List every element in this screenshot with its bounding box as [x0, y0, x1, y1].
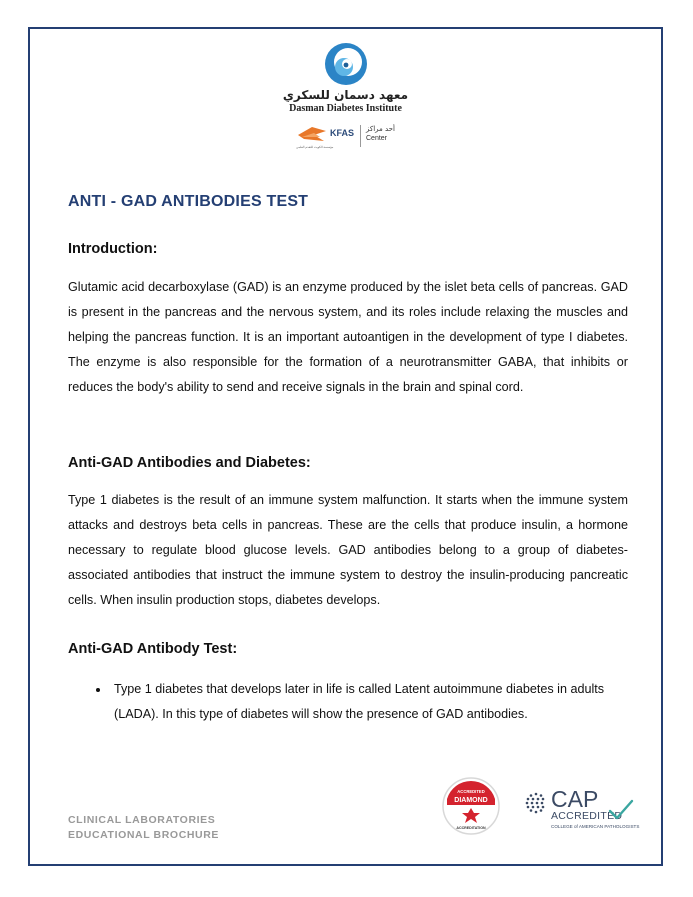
section-heading-antibody-test: Anti-GAD Antibody Test: — [68, 641, 238, 657]
diamond-badge-word: DIAMOND — [454, 797, 488, 804]
kfas-subtitle: مؤسسة الكويت للتقدم العلمي — [296, 145, 334, 149]
cap-wordmark: CAP — [551, 786, 599, 812]
section-heading-introduction: Introduction: — [68, 241, 158, 257]
document-title: ANTI - GAD ANTIBODIES TEST — [68, 193, 309, 210]
section-heading-antibodies-diabetes: Anti-GAD Antibodies and Diabetes: — [68, 455, 311, 471]
list-item: • Type 1 diabetes that develops later in life is called Latent autoimmune diabetes in adults (LADA). In this type of diabetes will show the presence of GAD antibodies. — [110, 677, 628, 727]
institute-logo-block — [30, 41, 661, 115]
kfas-label: KFAS — [330, 128, 355, 138]
cap-college-text: COLLEGE of AMERICAN PATHOLOGISTS — [551, 824, 640, 829]
footer-line-1: CLINICAL LABORATORIES — [68, 814, 216, 826]
cap-dots-icon — [524, 791, 548, 815]
institute-name-english: Dasman Diabetes Institute — [289, 103, 402, 114]
institute-name-arabic: معهد دسمان للسكري — [282, 88, 409, 102]
checkmark-icon — [608, 799, 634, 821]
antibody-test-list — [68, 677, 628, 727]
diamond-badge-bottom-text: ACCREDITATION — [456, 826, 486, 830]
kfas-center-arabic: أحد مراكز — [366, 125, 395, 133]
page-frame — [28, 27, 663, 866]
section-body-antibodies-diabetes: Type 1 diabetes is the result of an immune system malfunction. It starts when the immune system attacks and destroys beta cells in pancreas. These are the cells that produce insulin, a hormone necessary to regulate blood glucose levels. GAD antibodies belong to a group of diabetes-associated antibodies that instruct the immune system to destroy the insulin-producing pancreatic cells. When insulin production stops, diabetes develops. — [68, 493, 628, 607]
footer-line-2: EDUCATIONAL BROCHURE — [68, 829, 220, 841]
section-body-introduction: Glutamic acid decarboxylase (GAD) is an enzyme produced by the islet beta cells of pancreas. GAD is present in the pancreas and the nervous system, and its roles include relaxing the muscles and helping the pancreas function. It is an important autoantigen in the development of type I diabetes. The enzyme is also responsible for the formation of a neurotransmitter GABA, that inhibits or reduces the body's ability to send and receive signals in the brain and spinal cord. — [68, 280, 628, 394]
kfas-divider — [360, 125, 361, 147]
cap-accreditation-logo — [524, 786, 640, 833]
kfas-logo-icon — [296, 125, 328, 145]
kfas-center-english: Center — [366, 135, 388, 142]
cap-accredited-text: ACCREDITED — [551, 810, 623, 822]
dasman-logo-icon — [322, 41, 370, 87]
kfas-logo-block — [296, 123, 416, 151]
diamond-badge-top-text: ACCREDITED — [457, 789, 485, 794]
footer-label — [68, 813, 219, 843]
diamond-accreditation-badge-icon — [442, 775, 500, 837]
